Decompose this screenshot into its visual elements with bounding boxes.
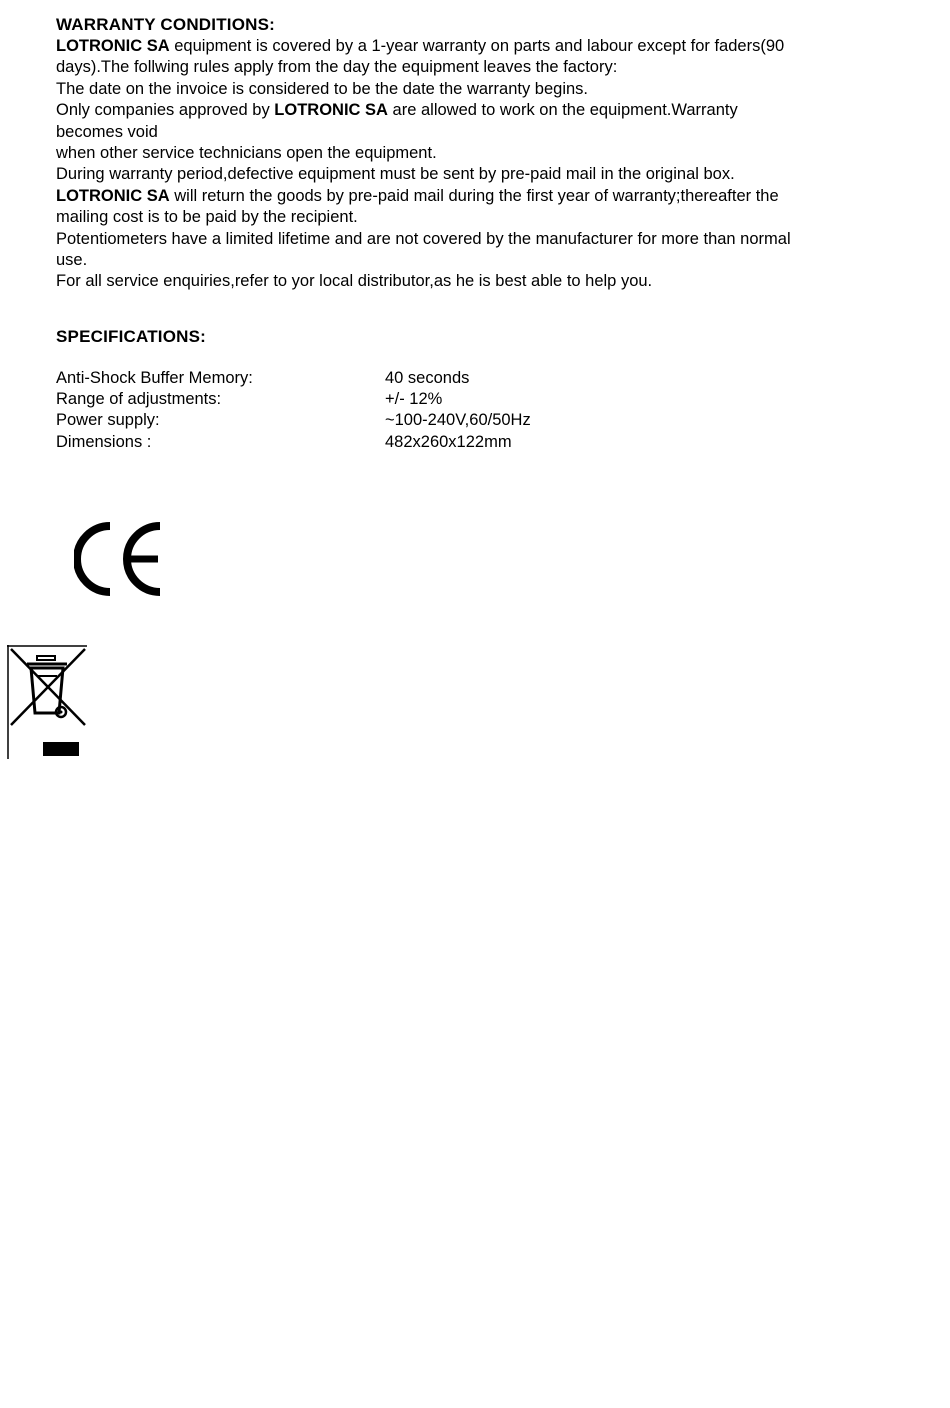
warranty-line: Only companies approved by LOTRONIC SA are allowed to work on the equipment.Warranty <box>56 101 738 120</box>
spec-label: Power supply: <box>56 411 160 430</box>
spec-label: Anti-Shock Buffer Memory: <box>56 368 253 387</box>
warranty-line: During warranty period,defective equipment must be sent by pre-paid mail in the original box. <box>56 165 735 184</box>
warranty-document <box>56 14 896 453</box>
warranty-line: use. <box>56 251 88 270</box>
spec-value: +/- 12% <box>385 390 443 409</box>
spec-label: Dimensions : <box>56 432 152 451</box>
spec-row <box>56 432 896 453</box>
ce-mark-icon <box>74 522 166 596</box>
spec-row <box>56 389 896 410</box>
specifications-table <box>56 368 896 453</box>
warranty-line: The date on the invoice is considered to be the date the warranty begins. <box>56 79 589 98</box>
warranty-line: mailing cost is to be paid by the recipient. <box>56 208 358 227</box>
warranty-line: becomes void <box>56 122 158 141</box>
crossed-out-wheelie-bin-icon <box>7 645 89 759</box>
warranty-line: Potentiometers have a limited lifetime and are not covered by the manufacturer for more than normal <box>56 229 791 248</box>
warranty-line: For all service enquiries,refer to yor local distributor,as he is best able to help you. <box>56 272 653 291</box>
spec-value: 482x260x122mm <box>385 432 512 451</box>
spec-row <box>56 410 896 431</box>
warranty-text <box>56 36 896 293</box>
spec-row <box>56 368 896 389</box>
warranty-line: when other service technicians open the equipment. <box>56 144 437 163</box>
spec-value: 40 seconds <box>385 368 470 387</box>
spec-label: Range of adjustments: <box>56 390 222 409</box>
warranty-heading: WARRANTY CONDITIONS: <box>56 15 276 34</box>
warranty-line: LOTRONIC SA will return the goods by pre-paid mail during the first year of warranty;thereafter the <box>56 186 779 205</box>
spec-value: ~100-240V,60/50Hz <box>385 411 531 430</box>
warranty-line: LOTRONIC SA equipment is covered by a 1-year warranty on parts and labour except for faders(90 <box>56 37 785 55</box>
warranty-line: days).The follwing rules apply from the day the equipment leaves the factory: <box>56 58 618 77</box>
specifications-heading: SPECIFICATIONS: <box>56 326 207 346</box>
